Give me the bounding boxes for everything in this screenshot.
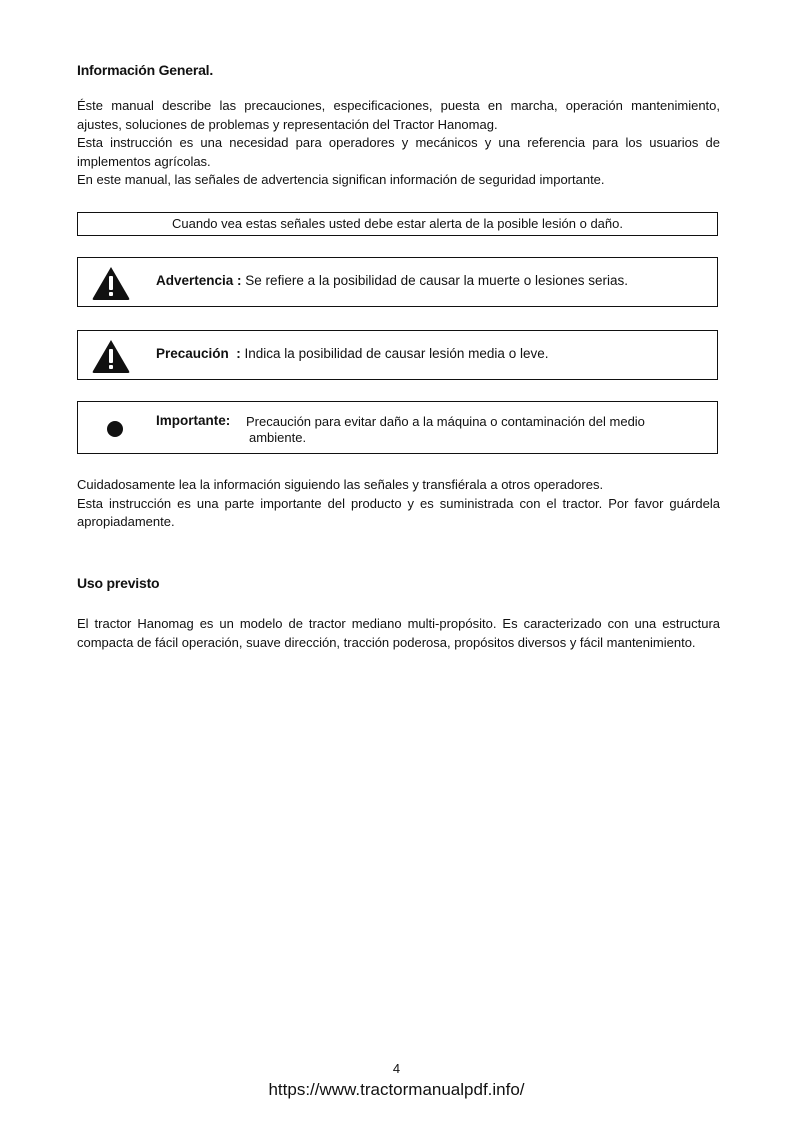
important-term: Importante:	[156, 413, 231, 428]
important-description-line: ambiente.	[249, 430, 307, 445]
alert-note-box	[77, 212, 718, 236]
footer-url: https://www.tractormanualpdf.info/	[268, 1080, 525, 1099]
caution-separator: :	[228, 346, 245, 361]
warning-sign-label	[156, 273, 628, 288]
intended-use-paragraph	[77, 615, 720, 652]
important-description-line: Precaución para evitar daño a la máquina o contaminación del medio	[246, 414, 645, 429]
intro-line: En este manual, las señales de advertencia significan información de seguridad importante.	[77, 172, 605, 187]
warning-description: Se refiere a la posibilidad de causar la muerte o lesiones serias.	[245, 273, 629, 288]
intro-line: Éste manual describe las precauciones, especificaciones, puesta en marcha, operación mantenimiento, ajustes, soluciones de problemas y representación del Tractor Hanomag.	[77, 98, 720, 132]
warning-triangle-icon	[91, 338, 131, 374]
warning-separator: :	[233, 273, 246, 288]
section-title-intended-use: Uso previsto	[77, 575, 160, 591]
caution-sign-box	[77, 330, 718, 380]
page-number: 4	[392, 1061, 401, 1076]
important-box	[77, 401, 718, 454]
alert-note-text: Cuando vea estas señales usted debe estar alerta de la posible lesión o daño.	[172, 216, 623, 231]
important-description	[246, 414, 706, 446]
warning-sign-box	[77, 257, 718, 307]
caution-sign-label	[156, 346, 548, 361]
caution-term: Precaución	[156, 346, 229, 361]
intro-paragraph	[77, 97, 720, 190]
caution-description: Indica la posibilidad de causar lesión media o leve.	[244, 346, 549, 361]
warning-term: Advertencia	[156, 273, 234, 288]
closing-paragraph	[77, 476, 720, 532]
closing-line: Cuidadosamente lea la información siguiendo las señales y transfiérala a otros operadores.	[77, 477, 604, 492]
closing-line: Esta instrucción es una parte importante del producto y es suministrada con el tractor. Por favor guárdela apropiadamente.	[77, 495, 720, 529]
bullet-dot-icon	[107, 421, 123, 437]
intro-line: Esta instrucción es una necesidad para operadores y mecánicos y una referencia para los usuarios de implementos agrícolas.	[77, 135, 720, 169]
intended-use-text: El tractor Hanomag es un modelo de tractor mediano multi-propósito. Es caracterizado con una estructura compacta de fácil operación, suave dirección, tracción poderosa, propósitos diversos y fácil mantenimiento.	[77, 616, 720, 650]
warning-triangle-icon	[91, 265, 131, 301]
section-title-general-info: Información General.	[77, 62, 214, 78]
